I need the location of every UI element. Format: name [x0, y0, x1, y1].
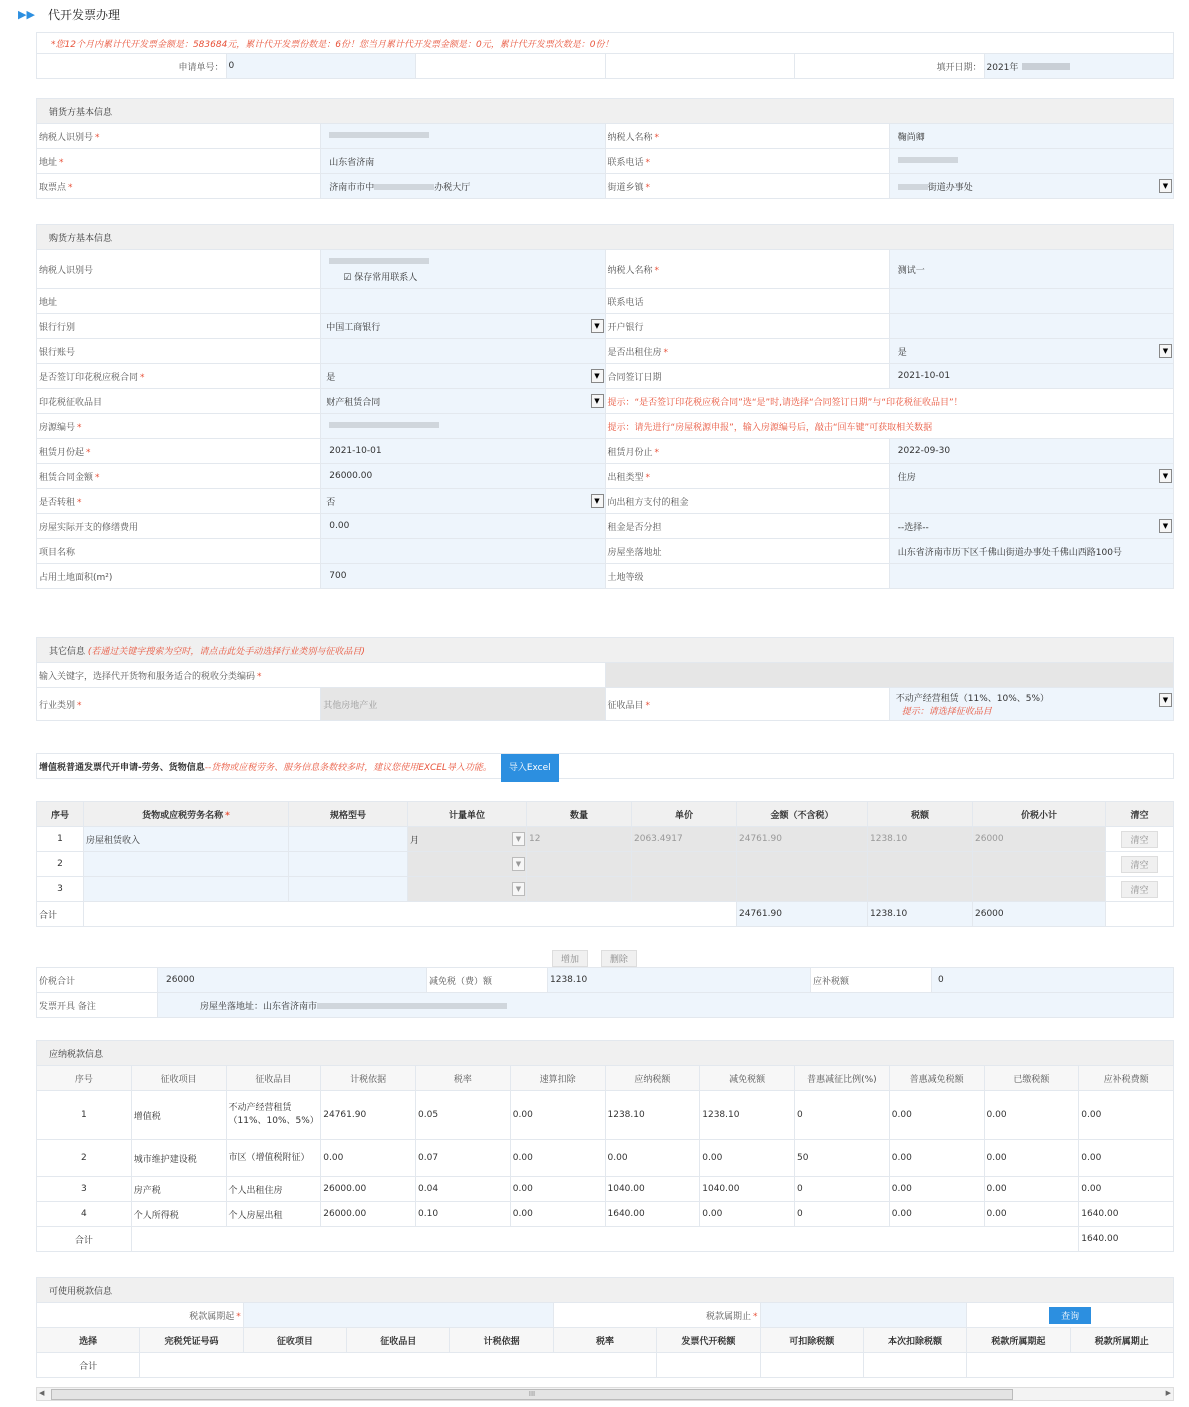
sum-label: 合计 [37, 1227, 132, 1252]
col-header: 选择 [37, 1328, 140, 1353]
rent-type-select[interactable]: 住房 ▼ [889, 464, 1173, 489]
sublease-select[interactable]: 否 ▼ [321, 489, 605, 514]
chevron-down-icon[interactable]: ▼ [512, 882, 525, 896]
seller-name-input[interactable]: 鞠尚卿 [889, 124, 1173, 149]
tax-cell: 1040.00 [605, 1177, 700, 1202]
amount-input[interactable]: 24761.90 [737, 827, 868, 852]
clear-button[interactable]: 清空 [1121, 831, 1157, 848]
tax-cell: 0.00 [984, 1202, 1079, 1227]
col-header: 减免税额 [700, 1066, 795, 1091]
apply-no-input[interactable]: 0 [226, 54, 416, 79]
tax-cell: 0.00 [1079, 1140, 1174, 1177]
table-row [37, 1177, 1174, 1202]
item-select[interactable] [889, 688, 1173, 721]
remark-input[interactable]: 房屋坐落地址：山东省济南市 [158, 993, 1174, 1018]
end-period-input[interactable] [760, 1303, 967, 1328]
start-period-input[interactable] [243, 1303, 553, 1328]
land-grade-label: 土地等级 [605, 564, 889, 589]
price-input[interactable] [632, 852, 737, 877]
tax-cell: 1640.00 [1079, 1202, 1174, 1227]
unit-select[interactable] [408, 852, 527, 877]
seller-title: 销货方基本信息 [37, 99, 1174, 124]
tax-cell: 50 [795, 1140, 890, 1177]
lease-end-label: 租赁月份止 * [605, 439, 889, 464]
price-input[interactable] [632, 877, 737, 902]
other-title: 其它信息 (若通过关键字搜索为空时，请点击此处手动选择行业类别与征收品目) [37, 638, 1174, 663]
tax-cell: 市区（增值税附征） [226, 1140, 321, 1177]
goods-tip: --货物或应税劳务、服务信息条数较多时，建议您使用EXCEL导入功能。 [204, 763, 492, 773]
scroll-right-icon[interactable]: ▶ [1165, 1389, 1171, 1397]
start-period-label: 税款属期起 * [37, 1303, 244, 1328]
col-header: 速算扣除 [510, 1066, 605, 1091]
delete-row-button[interactable]: 删除 [601, 950, 637, 967]
tax-cell: 0.00 [889, 1202, 984, 1227]
goods-name-input[interactable] [84, 852, 289, 877]
buyer-phone-input[interactable] [889, 289, 1173, 314]
buyer-table [36, 224, 1174, 589]
account-input[interactable] [321, 339, 605, 364]
chevron-down-icon[interactable]: ▼ [512, 857, 525, 871]
col-header: 单价 [632, 802, 737, 827]
col-header: 可扣除税额 [760, 1328, 863, 1353]
usable-table [36, 1277, 1174, 1378]
spec-input[interactable] [289, 877, 408, 902]
repair-label: 房屋实际开支的修缮费用 [37, 514, 321, 539]
item-tip: 提示：请选择征收品目 [901, 707, 992, 717]
seller-address-input[interactable]: 山东省济南 [321, 149, 605, 174]
sum-total: 26000 [973, 902, 1106, 927]
keyword-input[interactable] [605, 663, 1174, 688]
col-header: 已缴税额 [984, 1066, 1079, 1091]
col-header: 计量单位 [408, 802, 527, 827]
buyer-address-label: 地址 [37, 289, 321, 314]
tax-cell: 2 [37, 1140, 132, 1177]
stamp-contract-select[interactable]: 是 ▼ [321, 364, 605, 389]
tax-cell: 0 [795, 1177, 890, 1202]
seller-street-select[interactable]: 街道办事处 ▼ [889, 174, 1173, 199]
col-header: 完税凭证号码 [140, 1328, 243, 1353]
tax-cell: 0.00 [889, 1140, 984, 1177]
tax-cell: 1040.00 [700, 1177, 795, 1202]
seller-tax-id-label: 纳税人识别号 * [37, 124, 321, 149]
area-input[interactable]: 700 [321, 564, 605, 589]
tax-cell: 1640.00 [605, 1202, 700, 1227]
seller-address-label: 地址 * [37, 149, 321, 174]
tax-cell: 0.00 [889, 1091, 984, 1140]
house-tip: 提示：请先进行“房屋税源申报”，输入房源编号后，敲击“回车键”可获取相关数据 [605, 414, 1174, 439]
item-value: 不动产经营租赁（11%、10%、5%） [895, 694, 1050, 704]
tax-cell: 城市维护建设税 [131, 1140, 226, 1177]
seller-phone-input[interactable] [889, 149, 1173, 174]
col-header: 规格型号 [289, 802, 408, 827]
contract-amount-label: 租赁合同金额 * [37, 464, 321, 489]
col-header: 发票代开税额 [657, 1328, 760, 1353]
col-header: 征收品目 [226, 1066, 321, 1091]
area-label: 占用土地面积(m²) [37, 564, 321, 589]
col-header: 税款所属期止 [1070, 1328, 1173, 1353]
clear-button[interactable]: 清空 [1121, 856, 1157, 873]
tax-cell: 0.00 [889, 1177, 984, 1202]
usable-title: 可使用税款信息 [37, 1278, 1174, 1303]
tax-cell: 26000.00 [321, 1202, 416, 1227]
sum-label: 合计 [37, 1353, 140, 1378]
relief-label: 减免税（费）额 [427, 968, 548, 993]
pay-rent-input[interactable] [889, 489, 1173, 514]
col-header: 征收品目 [347, 1328, 450, 1353]
stamp-item-label: 印花税征收品目 [37, 389, 321, 414]
tax-cell: 0.00 [1079, 1177, 1174, 1202]
table-row [37, 1202, 1174, 1227]
chevron-down-icon[interactable]: ▼ [591, 319, 604, 333]
contract-date-input[interactable]: 2021-10-01 [889, 364, 1173, 389]
lease-start-label: 租赁月份起 * [37, 439, 321, 464]
house-no-label: 房源编号 * [37, 414, 321, 439]
buyer-tax-id-cell[interactable] [321, 250, 605, 289]
col-header: 价税小计 [973, 802, 1106, 827]
land-grade-input[interactable] [889, 564, 1173, 589]
col-header: 普惠减免税额 [889, 1066, 984, 1091]
seller-street-label: 街道乡镇 * [605, 174, 889, 199]
stamp-item-select[interactable]: 财产租赁合同 ▼ [321, 389, 605, 414]
buyer-tax-id-label: 纳税人识别号 [37, 250, 321, 289]
col-header: 税率 [416, 1066, 511, 1091]
table-row [37, 1091, 1174, 1140]
sum-amount: 24761.90 [737, 902, 868, 927]
notice-text: *您12个月内累计代开发票金额是：583684元，累计代开发票份数是：6份！您当月累计代开发票金额是：0元，累计代开发票次数是：0份！ [37, 33, 1174, 54]
col-header: 金额（不含税） [737, 802, 868, 827]
col-header: 征收项目 [131, 1066, 226, 1091]
apply-table [36, 32, 1174, 79]
scroll-left-icon[interactable]: ◀ [39, 1389, 45, 1397]
row-no: 1 [37, 827, 84, 852]
location-label: 房屋坐落地址 [605, 539, 889, 564]
summary-table [36, 967, 1174, 1018]
goods-title-bar [36, 753, 1174, 779]
apply-no-label: 申请单号： [37, 54, 227, 79]
tax-cell: 0 [795, 1091, 890, 1140]
page-title: 代开发票办理 [48, 8, 121, 22]
tax-input[interactable] [868, 877, 973, 902]
chevron-down-icon[interactable]: ▼ [591, 494, 604, 508]
col-header: 应纳税额 [605, 1066, 700, 1091]
fill-date-value: 2021年 [986, 62, 1019, 73]
tax-cell: 个人所得税 [131, 1202, 226, 1227]
horizontal-scrollbar[interactable] [36, 1387, 1174, 1401]
col-header: 计税依据 [321, 1066, 416, 1091]
col-header: 税款所属期起 [967, 1328, 1070, 1353]
col-header: 计税依据 [450, 1328, 553, 1353]
contract-date-label: 合同签订日期 [605, 364, 889, 389]
chevron-down-icon[interactable]: ▼ [1159, 693, 1172, 707]
buyer-phone-label: 联系电话 [605, 289, 889, 314]
remark-label: 发票开具 备注 [37, 993, 158, 1018]
clear-button[interactable]: 清空 [1121, 881, 1157, 898]
contract-amount-input[interactable]: 26000.00 [321, 464, 605, 489]
col-header: 应补税费额 [1079, 1066, 1174, 1091]
tax-cell: 0 [795, 1202, 890, 1227]
col-header: 数量 [527, 802, 632, 827]
bank-open-input[interactable] [889, 314, 1173, 339]
spec-input[interactable] [289, 852, 408, 877]
account-label: 银行账号 [37, 339, 321, 364]
tax-cell: 0.10 [416, 1202, 511, 1227]
location-input[interactable]: 山东省济南市历下区千佛山街道办事处千佛山西路100号 [889, 539, 1173, 564]
pay-rent-label: 向出租方支付的租金 [605, 489, 889, 514]
chevron-down-icon[interactable]: ▼ [1159, 179, 1172, 193]
goods-name-input[interactable] [84, 877, 289, 902]
chevron-down-icon[interactable]: ▼ [1159, 469, 1172, 483]
chevron-down-icon[interactable]: ▼ [512, 832, 525, 846]
rent-house-select[interactable]: 是 ▼ [889, 339, 1173, 364]
sublease-label: 是否转租 * [37, 489, 321, 514]
taxinfo-title: 应纳税款信息 [37, 1041, 1174, 1066]
other-table [36, 637, 1174, 721]
tax-cell: 0.00 [510, 1091, 605, 1140]
supplement-label: 应补税额 [811, 968, 932, 993]
row-no: 2 [37, 852, 84, 877]
chevron-down-icon[interactable]: ▼ [1159, 519, 1172, 533]
tax-cell: 0.00 [984, 1140, 1079, 1177]
col-header: 本次扣除税额 [863, 1328, 966, 1353]
goods-title: 增值税普通发票代开申请-劳务、货物信息 [39, 763, 205, 773]
tax-input[interactable]: 1238.10 [868, 827, 973, 852]
blurred-date [1022, 63, 1070, 70]
project-label: 项目名称 [37, 539, 321, 564]
bank-type-select[interactable]: 中国工商银行 ▼ [321, 314, 605, 339]
tax-cell: 1238.10 [700, 1091, 795, 1140]
seller-table [36, 98, 1174, 199]
buyer-title: 购货方基本信息 [37, 225, 1174, 250]
col-header: 税率 [553, 1328, 656, 1353]
lease-end-input[interactable]: 2022-09-30 [889, 439, 1173, 464]
scrollbar-thumb[interactable]: III [51, 1389, 1013, 1400]
fill-date-label: 填开日期： [795, 54, 985, 79]
bank-open-label: 开户银行 [605, 314, 889, 339]
seller-name-label: 纳税人名称 * [605, 124, 889, 149]
col-header: 货物或应税劳务名称 * [84, 802, 289, 827]
chevron-down-icon[interactable]: ▼ [591, 369, 604, 383]
tax-cell: 0.07 [416, 1140, 511, 1177]
col-header: 序号 [37, 802, 84, 827]
stamp-tip: 提示：“是否签订印花税应税合同”选“是”时,请选择“合同签订日期”与“印花税征收品目”！ [605, 389, 1174, 414]
keyword-label: 输入关键字，选择代开货物和服务适合的税收分类编码 * [37, 663, 606, 688]
unit-select[interactable] [408, 877, 527, 902]
buyer-tax-id-value [329, 258, 429, 264]
relief-value: 1238.10 [548, 968, 811, 993]
total-label: 价税合计 [37, 968, 158, 993]
col-header: 序号 [37, 1066, 132, 1091]
table-row [37, 827, 1174, 852]
col-header: 征收项目 [243, 1328, 346, 1353]
add-row-button[interactable]: 增加 [552, 950, 588, 967]
item-label: 征收品目 * [605, 688, 889, 721]
sum-label: 合计 [37, 902, 84, 927]
sum-value: 1640.00 [1079, 1227, 1174, 1252]
tax-cell: 0.00 [1079, 1091, 1174, 1140]
row-no: 3 [37, 877, 84, 902]
tax-cell: 0.00 [700, 1202, 795, 1227]
goods-name-input[interactable]: 房屋租赁收入 [84, 827, 289, 852]
taxinfo-table [36, 1040, 1174, 1252]
col-header: 清空 [1106, 802, 1174, 827]
double-arrow-icon: ▶▶ [18, 8, 35, 21]
seller-pickup-label: 取票点 * [37, 174, 321, 199]
fill-date-input[interactable] [984, 54, 1174, 79]
import-excel-button[interactable]: 导入Excel [501, 754, 559, 782]
tax-cell: 0.00 [510, 1177, 605, 1202]
qty-input[interactable]: 12 [527, 827, 632, 852]
stamp-contract-label: 是否签订印花税应税合同 * [37, 364, 321, 389]
tax-cell: 0.05 [416, 1091, 511, 1140]
tax-cell: 0.00 [700, 1140, 795, 1177]
manual-select-link[interactable]: (若通过关键字搜索为空时，请点击此处手动选择行业类别与征收品目) [87, 646, 365, 657]
chevron-down-icon[interactable]: ▼ [1159, 344, 1172, 358]
amount-input[interactable] [737, 877, 868, 902]
seller-tax-id-input[interactable] [321, 124, 605, 149]
goods-table [36, 801, 1174, 927]
sum-row [37, 902, 1174, 927]
table-row [37, 1140, 1174, 1177]
industry-label: 行业类别 * [37, 688, 321, 721]
rent-type-label: 出租类型 * [605, 464, 889, 489]
tax-input[interactable] [868, 852, 973, 877]
sum-row [37, 1353, 1174, 1378]
table-row [37, 852, 1174, 877]
bank-type-label: 银行行别 [37, 314, 321, 339]
query-button[interactable]: 查询 [1049, 1307, 1091, 1324]
row-buttons [552, 950, 637, 967]
unit-select[interactable]: 月 ▼ [408, 827, 527, 852]
price-input[interactable]: 2063.4917 [632, 827, 737, 852]
share-label: 租金是否分担 [605, 514, 889, 539]
tax-cell: 不动产经营租赁（11%、10%、5%） [226, 1091, 321, 1140]
qty-input[interactable] [527, 852, 632, 877]
tax-cell: 1 [37, 1091, 132, 1140]
spec-input[interactable] [289, 827, 408, 852]
tax-cell: 0.00 [510, 1140, 605, 1177]
rent-house-label: 是否出租住房 * [605, 339, 889, 364]
amount-input[interactable] [737, 852, 868, 877]
end-period-label: 税款属期止 * [553, 1303, 760, 1328]
tax-cell: 24761.90 [321, 1091, 416, 1140]
house-no-input[interactable] [321, 414, 605, 439]
supplement-value: 0 [932, 968, 1174, 993]
tax-cell: 1238.10 [605, 1091, 700, 1140]
total-input[interactable]: 26000 [973, 827, 1106, 852]
tax-cell: 0.00 [321, 1140, 416, 1177]
total-input[interactable] [973, 877, 1106, 902]
share-select[interactable]: --选择-- ▼ [889, 514, 1173, 539]
tax-cell: 3 [37, 1177, 132, 1202]
tax-cell: 0.00 [605, 1140, 700, 1177]
tax-cell: 个人房屋出租 [226, 1202, 321, 1227]
tax-cell: 房产税 [131, 1177, 226, 1202]
col-header: 税额 [868, 802, 973, 827]
tax-cell: 4 [37, 1202, 132, 1227]
project-input[interactable] [321, 539, 605, 564]
chevron-down-icon[interactable]: ▼ [591, 394, 604, 408]
tax-cell: 0.00 [984, 1177, 1079, 1202]
repair-input[interactable]: 0.00 [321, 514, 605, 539]
table-row [37, 877, 1174, 902]
sum-row [37, 1227, 1174, 1252]
lease-start-input[interactable]: 2021-10-01 [321, 439, 605, 464]
page-header [0, 0, 1189, 28]
sum-tax: 1238.10 [868, 902, 973, 927]
total-input[interactable] [973, 852, 1106, 877]
total-value: 26000 [158, 968, 427, 993]
tax-cell: 0.00 [510, 1202, 605, 1227]
buyer-name-input[interactable]: 测试一 [889, 250, 1173, 289]
col-header: 普惠减征比例(%) [795, 1066, 890, 1091]
tax-cell: 26000.00 [321, 1177, 416, 1202]
save-contact-checkbox[interactable]: ☑ 保存常用联系人 [343, 272, 418, 283]
industry-input[interactable]: 其他房地产业 [321, 688, 605, 721]
tax-cell: 个人出租住房 [226, 1177, 321, 1202]
qty-input[interactable] [527, 877, 632, 902]
buyer-name-label: 纳税人名称 * [605, 250, 889, 289]
seller-phone-label: 联系电话 * [605, 149, 889, 174]
tax-cell: 0.04 [416, 1177, 511, 1202]
seller-pickup-input[interactable]: 济南市市中 办税大厅 [321, 174, 605, 199]
tax-cell: 0.00 [984, 1091, 1079, 1140]
buyer-address-input[interactable] [321, 289, 605, 314]
tax-cell: 增值税 [131, 1091, 226, 1140]
